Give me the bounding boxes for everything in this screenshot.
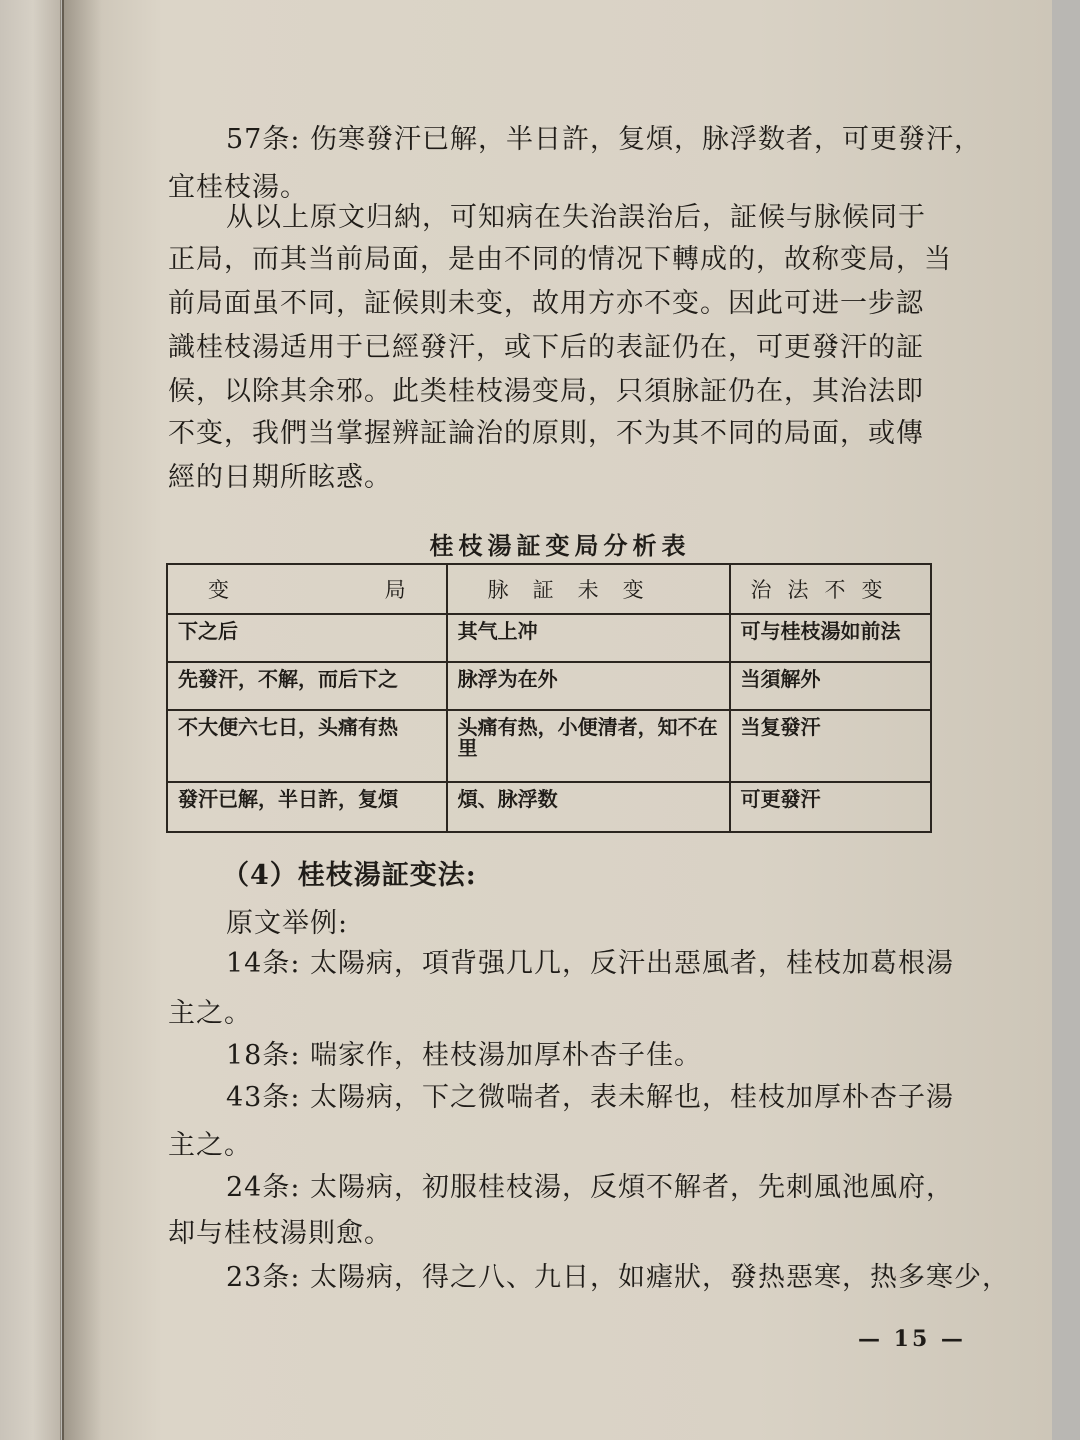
text-line: 从以上原文归納，可知病在失治誤治后，証候与脉候同于	[226, 202, 926, 233]
spine-shadow	[62, 0, 102, 1440]
table-cell: 头痛有热，小便清者，知不在里	[447, 710, 730, 782]
table-cell: 可与桂枝湯如前法	[730, 614, 931, 662]
text-line: 原文举例:	[226, 908, 349, 939]
table-header-row	[167, 564, 931, 614]
text-line: 14条: 太陽病，項背强几几，反汗出惡風者，桂枝加葛根湯	[226, 948, 955, 979]
header-char: 变	[208, 578, 229, 602]
table-title: 桂枝湯証变局分析表	[429, 531, 691, 560]
text-line: 正局，而其当前局面，是由不同的情况下轉成的，故称变局，当	[168, 244, 952, 275]
text-line: 43条: 太陽病，下之微喘者，表未解也，桂枝加厚朴杏子湯	[226, 1082, 955, 1113]
table-cell: 先發汗，不解，而后下之	[167, 662, 447, 710]
table-cell: 發汗已解，半日許，复煩	[167, 782, 447, 832]
text-line: 不变，我們当掌握辨証論治的原則，不为其不同的局面，或傳	[168, 418, 924, 449]
text-line: 18条: 喘家作，桂枝湯加厚朴杏子佳。	[226, 1040, 703, 1071]
header-label: 脉証未变	[487, 578, 668, 602]
text-line: 却与桂枝湯則愈。	[168, 1218, 392, 1249]
text-line: 主之。	[168, 998, 252, 1029]
table-cell: 不大便六七日，头痛有热	[167, 710, 447, 782]
text-line: 宜桂枝湯。	[168, 172, 308, 203]
table-row	[167, 782, 931, 832]
previous-page-edge	[0, 0, 61, 1440]
text-line: 經的日期所眩惑。	[168, 462, 392, 493]
analysis-table	[166, 563, 932, 833]
header-cell	[447, 564, 730, 614]
text-line: 主之。	[168, 1130, 252, 1161]
header-cell	[167, 564, 447, 614]
page-number: — 15 —	[858, 1326, 966, 1352]
header-label: 治法不变	[750, 578, 899, 602]
section-heading: （4）桂枝湯証变法:	[222, 860, 477, 891]
text-line: 57条: 伤寒發汗已解，半日許，复煩，脉浮数者，可更發汗，	[226, 124, 983, 155]
header-char: 局	[384, 578, 406, 602]
table-cell: 当复發汗	[730, 710, 931, 782]
table-cell: 下之后	[167, 614, 447, 662]
text-line: 識桂枝湯适用于已經發汗，或下后的表証仍在，可更發汗的証	[168, 332, 924, 363]
text-line: 23条: 太陽病，得之八、九日，如瘧狀，發热惡寒，热多寒少，	[226, 1262, 1011, 1293]
table-row	[167, 614, 931, 662]
text-line: 候，以除其余邪。此类桂枝湯变局，只須脉証仍在，其治法即	[168, 376, 924, 407]
table-cell: 脉浮为在外	[447, 662, 730, 710]
table-cell: 当須解外	[730, 662, 931, 710]
text-line: 24条: 太陽病，初服桂枝湯，反煩不解者，先刺風池風府，	[226, 1172, 955, 1203]
table-cell: 煩、脉浮数	[447, 782, 730, 832]
table-row	[167, 662, 931, 710]
table-row	[167, 710, 931, 782]
header-cell	[730, 564, 931, 614]
table-cell: 可更發汗	[730, 782, 931, 832]
table-cell: 其气上冲	[447, 614, 730, 662]
text-line: 前局面虽不同，証候則未变，故用方亦不变。因此可进一步認	[168, 288, 924, 319]
